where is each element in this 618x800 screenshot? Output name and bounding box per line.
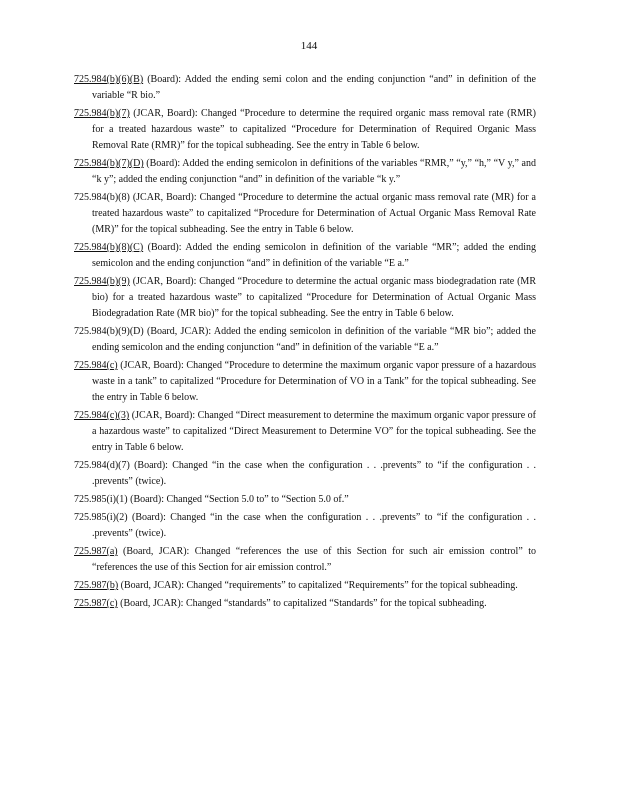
amendment-entry bbox=[74, 596, 536, 612]
amendment-text: (Board): Changed “in the case when the configuration . . .prevents” to “if the configuration . . .prevents” (twice). bbox=[92, 460, 536, 487]
amendment-text: (Board): Added the ending semicolon in definitions of the variables “RMR,” “y,” “h,” “V y,” and “k y”; added the ending conjunction “and” in definition of the variable “k y.” bbox=[92, 158, 536, 185]
amendment-text: (JCAR, Board): Changed “Procedure to determine the maximum organic vapor pressure of a hazardous waste in a tank” to capitalized “Procedure for Determination of VO in a Tank” for the topical subheading. See the entry in Table 6 below. bbox=[92, 360, 536, 403]
section-citation: 725.984(b)(6)(B) bbox=[74, 74, 144, 85]
section-citation: 725.985(i)(1) bbox=[74, 494, 128, 505]
section-citation: 725.987(a) bbox=[74, 546, 118, 557]
amendment-entry bbox=[74, 510, 536, 542]
amendment-entry bbox=[74, 72, 536, 104]
amendment-text: (JCAR, Board): Changed “Procedure to determine the required organic mass removal rate (RMR) for a treated hazardous waste” to capitalized “Procedure for Determination of Required Organic Mass Removal Rate (RMR)” for the topical subheading. See the entry in Table 6 below. bbox=[92, 108, 536, 151]
amendment-entry bbox=[74, 578, 536, 594]
amendment-text: (Board, JCAR): Added the ending semicolon in definition of the variable “MR bio”; added the ending semicolon and the ending conjunction “and” in definition of the variable “E a.” bbox=[92, 326, 536, 353]
section-citation: 725.984(b)(8) bbox=[74, 192, 130, 203]
amendment-entry bbox=[74, 324, 536, 356]
section-citation: 725.987(c) bbox=[74, 598, 118, 609]
section-citation: 725.984(c) bbox=[74, 360, 118, 371]
amendment-text: (Board, JCAR): Changed “references the use of this Section for such air emission control” to “references the use of this Section for air emission control.” bbox=[92, 546, 536, 573]
amendment-entry bbox=[74, 106, 536, 154]
section-citation: 725.984(d)(7) bbox=[74, 460, 130, 471]
amendment-entry bbox=[74, 240, 536, 272]
section-citation: 725.984(b)(7)(D) bbox=[74, 158, 144, 169]
section-citation: 725.984(b)(7) bbox=[74, 108, 130, 119]
amendment-entry bbox=[74, 492, 536, 508]
section-citation: 725.985(i)(2) bbox=[74, 512, 128, 523]
amendment-text: (JCAR, Board): Changed “Procedure to determine the actual organic mass removal rate (MR) for a treated hazardous waste” to capitalized “Procedure for Determination of Actual Organic Mass Removal Rate (MR)” for the topical subheading. See the entry in Table 6 below. bbox=[92, 192, 536, 235]
amendment-text: (Board): Added the ending semicolon in definition of the variable “MR”; added the ending semicolon and the ending conjunction “and” in definition of the variable “E a.” bbox=[92, 242, 536, 269]
amendment-entry bbox=[74, 408, 536, 456]
amendment-text: (Board): Added the ending semi colon and the ending conjunction “and” in definition of the variable “R bio.” bbox=[92, 74, 536, 101]
amendment-list bbox=[74, 72, 536, 614]
amendment-text: (Board): Changed “Section 5.0 to” to “Section 5.0 of.” bbox=[127, 494, 349, 505]
amendment-text: (JCAR, Board): Changed “Procedure to determine the actual organic mass biodegradation rate (MR bio) for a treated hazardous waste” to capitalized “Procedure for Determination of Actual Organic Mass Biodegradation Rate (MR bio)” for the topical subheading. See the entry in Table 6 below. bbox=[92, 276, 536, 319]
amendment-entry bbox=[74, 156, 536, 188]
amendment-text: (Board): Changed “in the case when the configuration . . .prevents” to “if the configuration . . .prevents” (twice). bbox=[92, 512, 536, 539]
amendment-entry bbox=[74, 190, 536, 238]
section-citation: 725.984(b)(8)(C) bbox=[74, 242, 144, 253]
amendment-text: (JCAR, Board): Changed “Direct measurement to determine the maximum organic vapor pressure of a hazardous waste” to capitalized “Direct Measurement to Determine VO” for the topical subheading. See the entry in Table 6 below. bbox=[92, 410, 536, 453]
amendment-text: (Board, JCAR): Changed “standards” to capitalized “Standards” for the topical subheading. bbox=[117, 598, 487, 609]
page-number: 144 bbox=[300, 40, 318, 52]
amendment-entry bbox=[74, 358, 536, 406]
amendment-entry bbox=[74, 544, 536, 576]
section-citation: 725.984(b)(9) bbox=[74, 276, 130, 287]
section-citation: 725.987(b) bbox=[74, 580, 119, 591]
section-citation: 725.984(b)(9)(D) bbox=[74, 326, 144, 337]
amendment-entry bbox=[74, 274, 536, 322]
section-citation: 725.984(c)(3) bbox=[74, 410, 130, 421]
amendment-text: (Board, JCAR): Changed “requirements” to capitalized “Requirements” for the topical subheading. bbox=[118, 580, 518, 591]
amendment-entry bbox=[74, 458, 536, 490]
